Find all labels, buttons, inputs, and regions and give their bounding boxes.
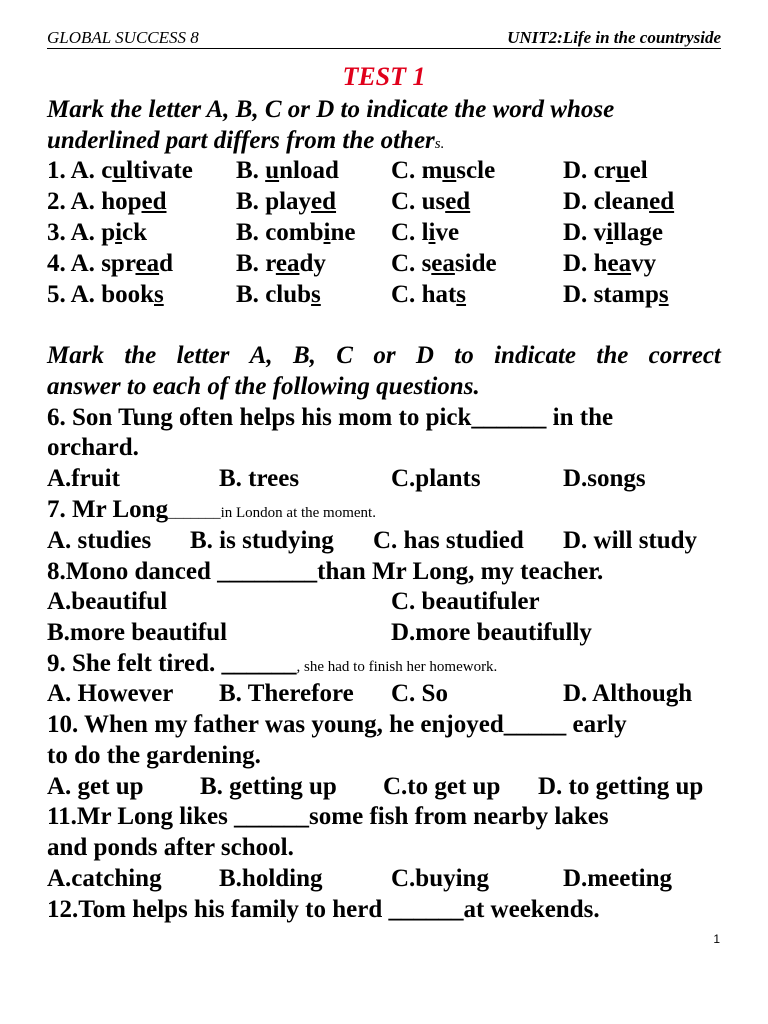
question-9-rest: , she had to finish her homework. xyxy=(296,659,498,675)
question-5-row xyxy=(47,280,747,310)
option-c: C.plants xyxy=(391,465,481,492)
option-b: B.holding xyxy=(219,865,323,892)
option-b: B. Therefore xyxy=(219,680,354,707)
question-9-options xyxy=(47,679,747,709)
question-9 xyxy=(47,649,497,682)
instruction-word: to xyxy=(454,342,474,369)
instruction-suffix: s. xyxy=(434,136,445,152)
option-b: B. ready xyxy=(236,250,326,277)
section2-instruction-line2: answer to each of the following questions. xyxy=(47,373,480,400)
option-b: B. combine xyxy=(236,219,356,246)
instruction-word: C xyxy=(336,342,353,369)
option-d: D. heavy xyxy=(563,250,657,277)
question-8: 8.Mono danced ________than Mr Long, my teacher. xyxy=(47,558,604,585)
question-6-options xyxy=(47,464,747,494)
question-10-line2: to do the gardening. xyxy=(47,742,261,769)
question-7 xyxy=(47,495,376,528)
section1-instruction-line2 xyxy=(47,126,444,159)
option-c: C. used xyxy=(391,188,471,215)
question-8-options-row2 xyxy=(47,618,747,648)
option-c: C. has studied xyxy=(373,527,524,554)
instruction-word: or xyxy=(373,342,396,369)
question-11-line1: 11.Mr Long likes ______some fish from nearby lakes xyxy=(47,803,609,830)
option-d: D. to getting up xyxy=(538,773,704,800)
option-c: C. hats xyxy=(391,281,467,308)
option-b: B.more beautiful xyxy=(47,619,228,646)
option-a: 1. A. cultivate xyxy=(47,157,193,184)
option-c: C. muscle xyxy=(391,157,496,184)
option-a: 4. A. spread xyxy=(47,250,173,277)
option-b: B. clubs xyxy=(236,281,321,308)
section1-instruction-line1: Mark the letter A, B, C or D to indicate the word whose xyxy=(47,96,615,123)
question-6-line1: 6. Son Tung often helps his mom to pick______ in the xyxy=(47,404,614,431)
option-a: A. However xyxy=(47,680,174,707)
question-11-options xyxy=(47,864,747,894)
option-a: A.fruit xyxy=(47,465,120,492)
option-d: D. cleaned xyxy=(563,188,675,215)
option-a: 5. A. books xyxy=(47,281,164,308)
instruction-word: B, xyxy=(293,342,316,369)
instruction-word: correct xyxy=(648,342,721,369)
page-number: 1 xyxy=(713,932,720,946)
option-b: B. is studying xyxy=(190,527,334,554)
option-d: D. stamps xyxy=(563,281,669,308)
option-c: C.to get up xyxy=(383,773,501,800)
question-4-row xyxy=(47,249,747,279)
option-c: C. seaside xyxy=(391,250,497,277)
option-d: D. village xyxy=(563,219,664,246)
question-8-options-row1 xyxy=(47,587,747,617)
option-c: C. beautifuler xyxy=(391,588,540,615)
instruction-word: letter xyxy=(176,342,230,369)
option-a: 3. A. pick xyxy=(47,219,148,246)
option-a: A. studies xyxy=(47,527,152,554)
question-11-line2: and ponds after school. xyxy=(47,834,294,861)
question-6-line2: orchard. xyxy=(47,434,139,461)
question-10-line1: 10. When my father was young, he enjoyed_____ early xyxy=(47,711,627,738)
section2-instruction-line1 xyxy=(47,341,721,371)
option-b: B. getting up xyxy=(200,773,337,800)
option-d: D.songs xyxy=(563,465,646,492)
instruction-word: the xyxy=(124,342,157,369)
option-d: D. Although xyxy=(563,680,693,707)
option-d: D. will study xyxy=(563,527,698,554)
option-b: B. unload xyxy=(236,157,339,184)
option-d: D.more beautifully xyxy=(391,619,592,646)
instruction-word: Mark xyxy=(47,342,104,369)
question-1-row xyxy=(47,156,747,186)
option-d: D.meeting xyxy=(563,865,672,892)
option-c: C.buying xyxy=(391,865,489,892)
instruction-word: indicate xyxy=(494,342,577,369)
instruction-text: underlined part differs from the other xyxy=(47,127,435,154)
test-title: TEST 1 xyxy=(342,62,426,91)
question-7-rest: _______in London at the moment. xyxy=(168,505,376,521)
option-a: A.catching xyxy=(47,865,162,892)
question-3-row xyxy=(47,218,747,248)
page-header xyxy=(47,26,721,49)
instruction-word: A, xyxy=(249,342,273,369)
instruction-word: D xyxy=(415,342,434,369)
question-10-options xyxy=(47,772,747,802)
option-c: C. live xyxy=(391,219,460,246)
option-b: B. played xyxy=(236,188,337,215)
question-7-options xyxy=(47,526,747,556)
question-9-text: 9. She felt tired. ______ xyxy=(47,650,297,677)
option-a: 2. A. hoped xyxy=(47,188,167,215)
option-a: A.beautiful xyxy=(47,588,168,615)
header-book-title: GLOBAL SUCCESS 8 xyxy=(47,28,199,47)
question-12: 12.Tom helps his family to herd ______at weekends. xyxy=(47,896,600,923)
question-7-text: 7. Mr Long xyxy=(47,496,169,523)
option-c: C. So xyxy=(391,680,448,707)
header-unit-title: UNIT2:Life in the countryside xyxy=(507,28,721,47)
instruction-word: the xyxy=(596,342,629,369)
question-2-row xyxy=(47,187,747,217)
option-b: B. trees xyxy=(219,465,300,492)
option-a: A. get up xyxy=(47,773,144,800)
option-d: D. cruel xyxy=(563,157,648,184)
